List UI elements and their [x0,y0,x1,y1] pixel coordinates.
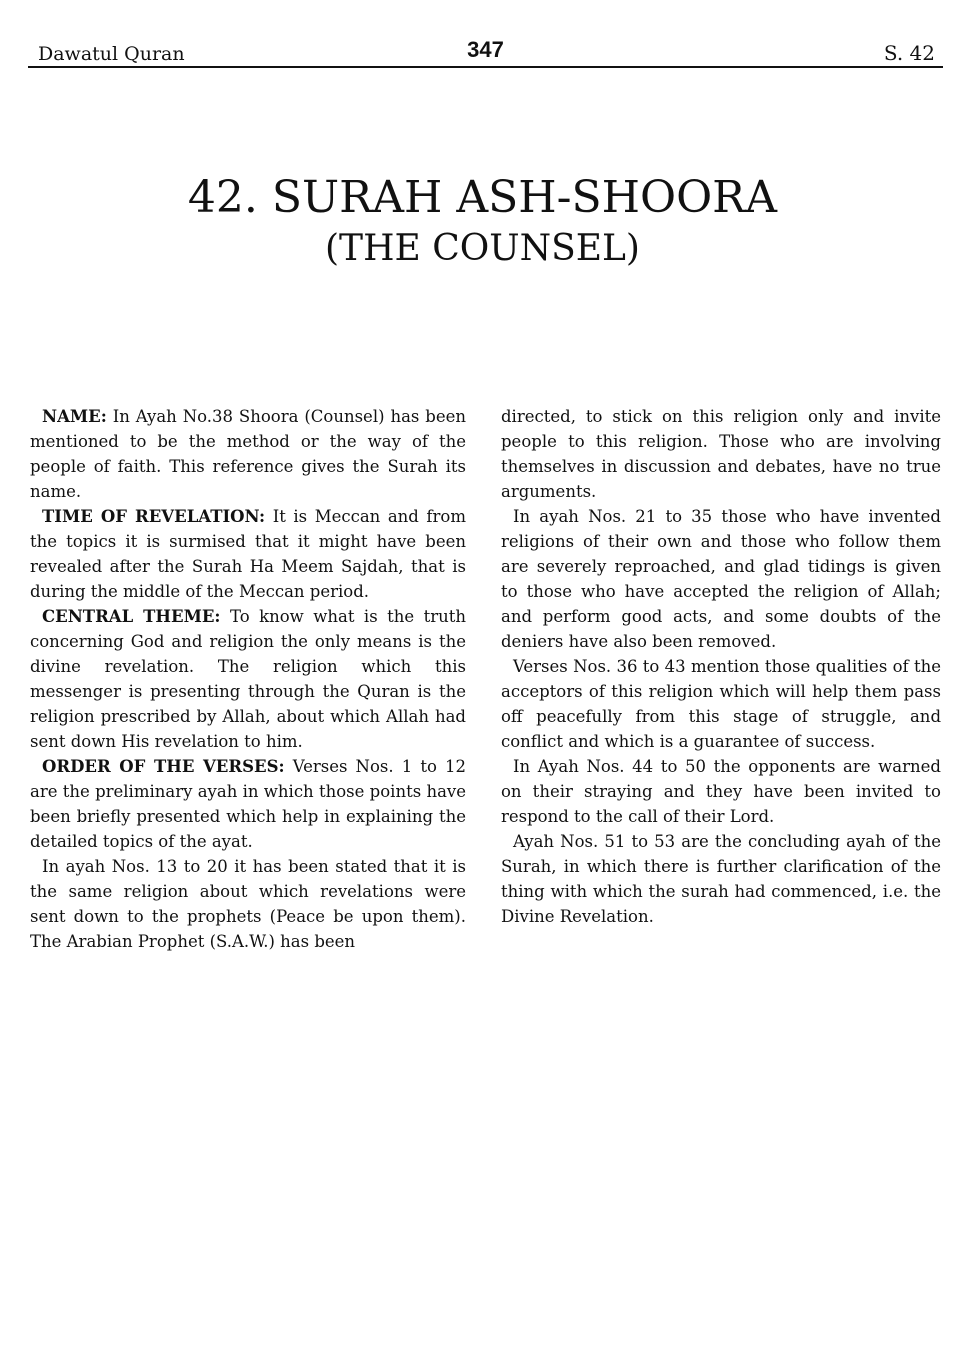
order-of-verses-paragraph [30,754,466,854]
order-of-verses-text: Verses Nos. 1 to 12 are the preliminary ayah in which those points have been briefly presented which help in explaining the detailed topics of the ayat. [30,757,466,851]
right-text-column [501,404,941,929]
order-of-verses-label: ORDER OF THE VERSES: [42,757,285,776]
surah-title: 42. SURAH ASH-SHOORA [187,172,778,223]
ayah-51-53-paragraph: Ayah Nos. 51 to 53 are the concluding ayah of the Surah, in which there is further clarification of the thing with which the surah had commenced, i.e. the Divine Revelation. [501,832,941,926]
continued-paragraph: directed, to stick on this religion only and invite people to this religion. Those who are involving themselves in discussion and debates, have no true arguments. [501,407,941,501]
surah-subtitle: (THE COUNSEL) [325,228,640,269]
verses-36-43-paragraph: Verses Nos. 36 to 43 mention those qualities of the acceptors of this religion which will help them pass off peacefully from this stage of struggle, and conflict and which is a guarantee of success. [501,657,941,751]
ayah-13-20-paragraph: In ayah Nos. 13 to 20 it has been stated that it is the same religion about which revelations were sent down to the prophets (Peace be upon them). The Arabian Prophet (S.A.W.) has been [30,857,466,951]
central-theme-paragraph [30,604,466,754]
name-label: NAME: [42,407,107,426]
page-header [28,34,943,68]
surah-title-block [0,170,965,272]
ayah-21-35-paragraph: In ayah Nos. 21 to 35 those who have invented religions of their own and those who follow them are severely reproached, and glad tidings is given to those who have accepted the religion of Allah; and perform good acts, and some doubts of the deniers have also been removed. [501,507,941,651]
left-text-column [30,404,466,954]
central-theme-label: CENTRAL THEME: [42,607,221,626]
page-number: 347 [467,37,504,62]
book-title: Dawatul Quran [38,43,185,65]
ayah-44-50-paragraph: In Ayah Nos. 44 to 50 the opponents are warned on their straying and they have been invited to respond to the call of their Lord. [501,757,941,826]
time-of-revelation-text: It is Meccan and from the topics it is surmised that it might have been revealed after the Surah Ha Meem Sajdah, that is during the middle of the Meccan period. [30,507,466,601]
name-paragraph [30,404,466,504]
time-of-revelation-label: TIME OF REVELATION: [42,507,266,526]
central-theme-text: To know what is the truth concerning God and religion the only means is the divine revelation. The religion which this messenger is presenting through the Quran is the religion prescribed by Allah, about which Allah had sent down His revelation to him. [30,607,466,751]
surah-reference: S. 42 [883,41,935,65]
time-of-revelation-paragraph [30,504,466,604]
name-text: In Ayah No.38 Shoora (Counsel) has been mentioned to be the method or the way of the people of faith. This reference gives the Surah its name. [30,407,466,501]
